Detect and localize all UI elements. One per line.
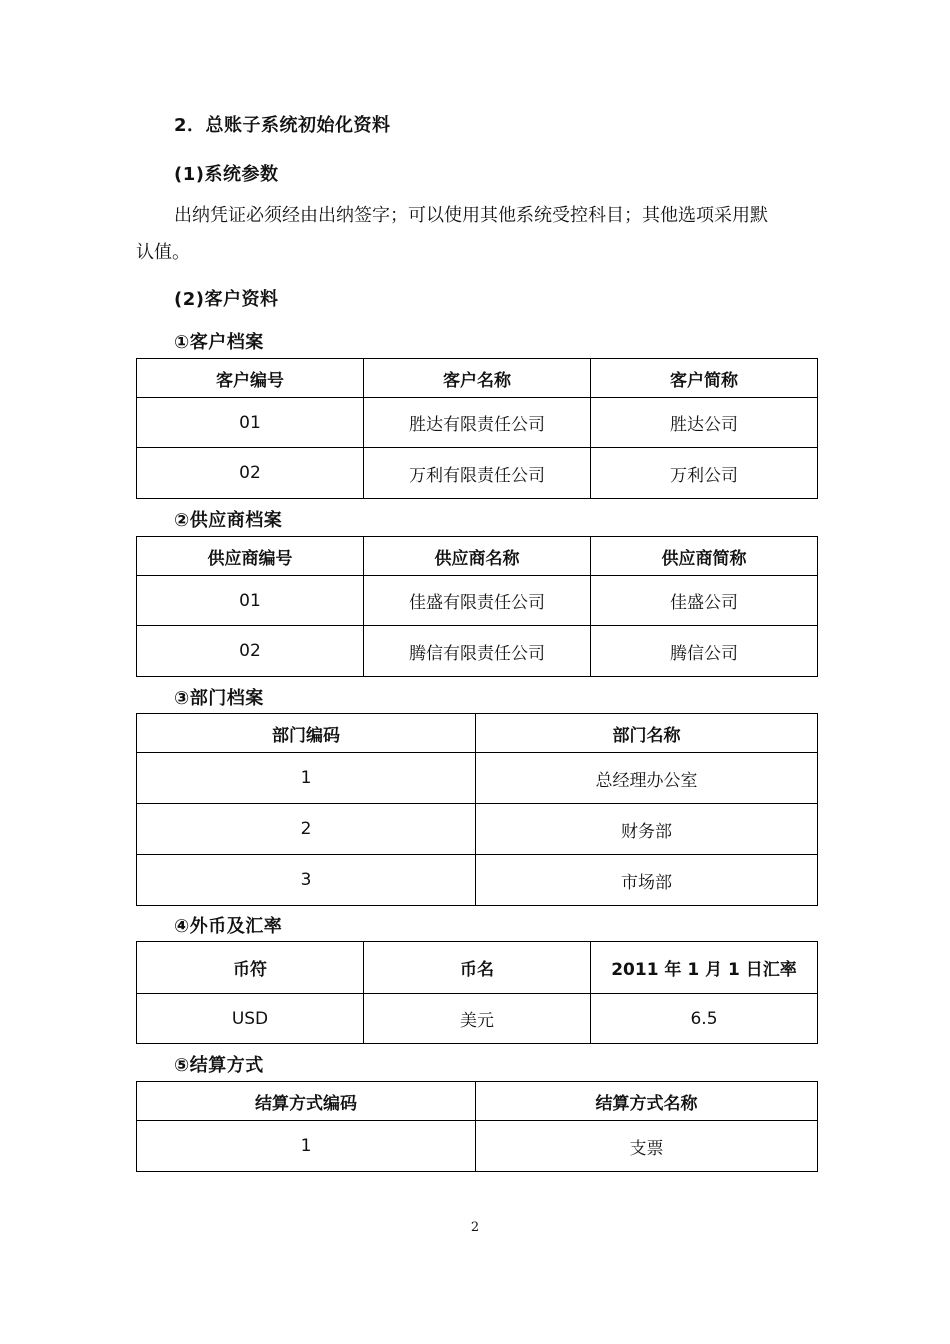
currency-table (136, 941, 818, 1044)
table-cell: 万利有限责任公司 (364, 448, 591, 499)
column-header: 客户编号 (137, 359, 364, 398)
table-cell: 佳盛公司 (591, 576, 818, 626)
table-cell: 市场部 (476, 855, 818, 906)
settlement-heading: ⑤结算方式 (174, 1055, 264, 1076)
table-cell: 2 (137, 804, 476, 855)
column-header: 2011 年 1 月 1 日汇率 (591, 942, 818, 994)
table-cell: 腾信公司 (591, 626, 818, 677)
column-header: 供应商简称 (591, 537, 818, 576)
page-number: 2 (470, 1220, 480, 1235)
table-cell: 1 (137, 753, 476, 804)
column-header: 供应商编号 (137, 537, 364, 576)
section-title: 2．总账子系统初始化资料 (174, 115, 391, 136)
table-cell: 美元 (364, 994, 591, 1044)
table-cell: 01 (137, 576, 364, 626)
departments-table (136, 713, 818, 906)
table-cell: 1 (137, 1121, 476, 1172)
table-cell: 佳盛有限责任公司 (364, 576, 591, 626)
column-header: 币名 (364, 942, 591, 994)
table-cell: 胜达公司 (591, 398, 818, 448)
departments-heading: ③部门档案 (174, 688, 264, 709)
customers-table (136, 358, 818, 499)
column-header: 部门编码 (137, 714, 476, 753)
table-cell: 支票 (476, 1121, 818, 1172)
table-row (137, 855, 818, 906)
column-header: 客户简称 (591, 359, 818, 398)
table-cell: 02 (137, 626, 364, 677)
currency-heading: ④外币及汇率 (174, 916, 283, 937)
table-row (137, 804, 818, 855)
table-cell: 总经理办公室 (476, 753, 818, 804)
table-row (137, 1121, 818, 1172)
column-header: 币符 (137, 942, 364, 994)
column-header: 结算方式编码 (137, 1082, 476, 1121)
table-cell: 腾信有限责任公司 (364, 626, 591, 677)
table-row (137, 576, 818, 626)
params-text-line1: 出纳凭证必须经由出纳签字；可以使用其他系统受控科目；其他选项采用默 (174, 205, 768, 226)
table-row (137, 626, 818, 677)
customers-heading: ①客户档案 (174, 332, 264, 353)
table-cell: 3 (137, 855, 476, 906)
table-cell: 02 (137, 448, 364, 499)
table-cell: 财务部 (476, 804, 818, 855)
settlement-table (136, 1081, 818, 1172)
table-row (137, 753, 818, 804)
table-cell: 万利公司 (591, 448, 818, 499)
column-header: 部门名称 (476, 714, 818, 753)
customer-info-heading: (2)客户资料 (174, 289, 279, 310)
suppliers-heading: ②供应商档案 (174, 510, 283, 531)
column-header: 客户名称 (364, 359, 591, 398)
params-heading: (1)系统参数 (174, 164, 279, 185)
column-header: 结算方式名称 (476, 1082, 818, 1121)
table-row (137, 448, 818, 499)
table-row (137, 994, 818, 1044)
table-cell: 胜达有限责任公司 (364, 398, 591, 448)
table-cell: 01 (137, 398, 364, 448)
table-cell: 6.5 (591, 994, 818, 1044)
suppliers-table (136, 536, 818, 677)
column-header: 供应商名称 (364, 537, 591, 576)
params-text-line2: 认值。 (136, 242, 190, 263)
table-cell: USD (137, 994, 364, 1044)
table-row (137, 398, 818, 448)
